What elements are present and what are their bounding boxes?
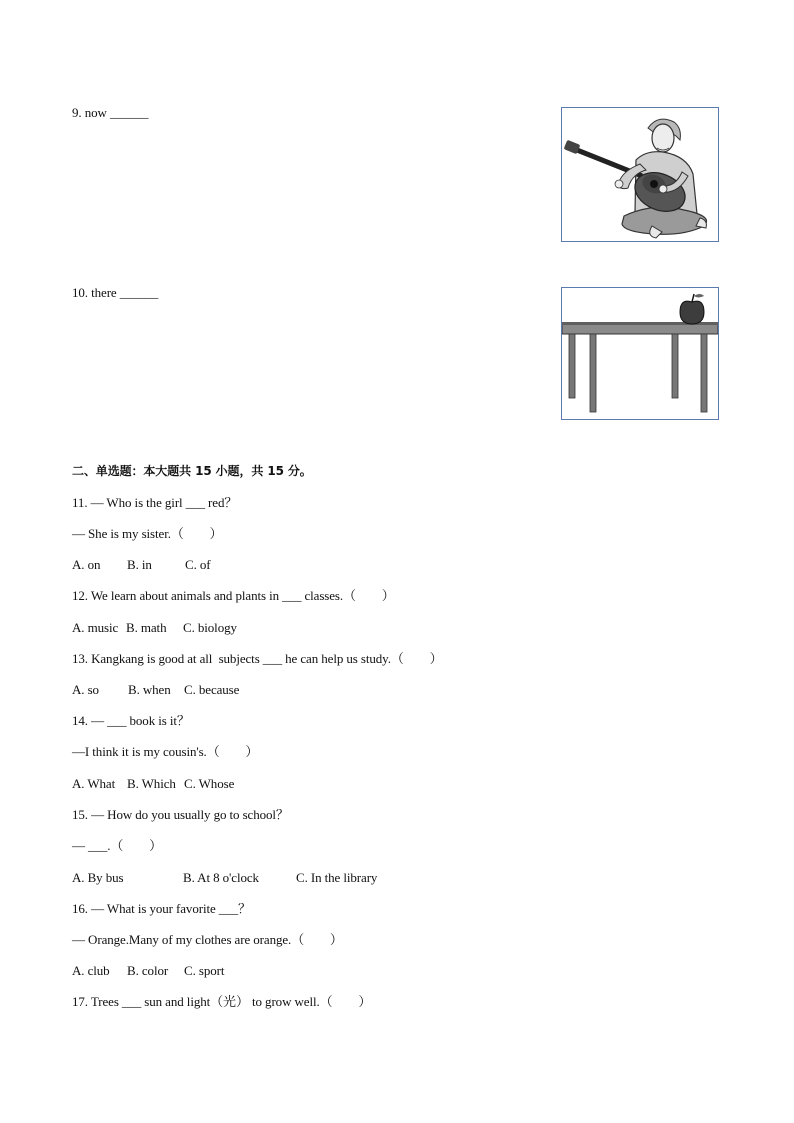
option-b[interactable]: B. when: [128, 682, 171, 697]
question-14-line-1: 14. — ___ book is it？: [72, 713, 190, 728]
question-15-line-2: — ___.（ ）: [72, 838, 163, 853]
guitar-player-image: [561, 107, 719, 242]
question-16-options: [72, 963, 224, 979]
option-a[interactable]: A. By bus: [72, 870, 124, 885]
section-heading: 二、单选题：本大题共 15 小题，共 15 分。: [72, 464, 312, 478]
option-b[interactable]: B. At 8 o'clock: [183, 870, 259, 885]
question-17-line-1: 17. Trees ___ sun and light（光） to grow well.（ ）: [72, 994, 372, 1009]
question-13-options: [72, 682, 239, 698]
apple-on-table-icon: [562, 288, 718, 419]
question-12-line-1: 12. We learn about animals and plants in ___ classes.（ ）: [72, 588, 395, 603]
option-b[interactable]: B. Which: [127, 776, 176, 791]
apple-on-table-image: [561, 287, 719, 420]
question-14-line-2: —I think it is my cousin's.（ ）: [72, 744, 259, 759]
answer-blank: ______: [109, 105, 149, 120]
option-c[interactable]: C. because: [184, 682, 240, 697]
option-a[interactable]: A. music: [72, 620, 119, 635]
question-word: there: [91, 285, 117, 300]
option-b[interactable]: B. math: [126, 620, 167, 635]
question-15-line-1: 15. — How do you usually go to school？: [72, 807, 289, 822]
option-b[interactable]: B. color: [127, 963, 169, 978]
question-number: 10.: [72, 285, 88, 300]
question-16-line-1: 16. — What is your favorite ___？: [72, 901, 251, 916]
question-14-options: [72, 776, 234, 792]
question-12-options: [72, 620, 237, 636]
question-11-line-1: 11. — Who is the girl ___ red？: [72, 495, 238, 510]
option-c[interactable]: C. Whose: [184, 776, 235, 791]
question-word: now: [84, 105, 107, 120]
option-a[interactable]: A. club: [72, 963, 110, 978]
option-c[interactable]: C. sport: [184, 963, 225, 978]
question-11-options: [72, 557, 211, 573]
question-15-options: [72, 870, 377, 886]
option-c[interactable]: C. of: [185, 557, 211, 572]
answer-blank: ______: [119, 285, 159, 300]
option-c[interactable]: C. In the library: [296, 870, 378, 885]
option-a[interactable]: A. so: [72, 682, 99, 697]
option-a[interactable]: A. on: [72, 557, 101, 572]
question-13-line-1: 13. Kangkang is good at all subjects ___ he can help us study.（ ）: [72, 651, 443, 666]
fill-in-question-9: [72, 105, 148, 121]
fill-in-question-10: [72, 285, 158, 301]
option-c[interactable]: C. biology: [183, 620, 237, 635]
option-a[interactable]: A. What: [72, 776, 116, 791]
question-11-line-2: — She is my sister.（ ）: [72, 526, 223, 541]
option-b[interactable]: B. in: [127, 557, 152, 572]
question-number: 9.: [72, 105, 82, 120]
question-16-line-2: — Orange.Many of my clothes are orange.（ ）: [72, 932, 343, 947]
man-playing-guitar-icon: [562, 108, 718, 241]
